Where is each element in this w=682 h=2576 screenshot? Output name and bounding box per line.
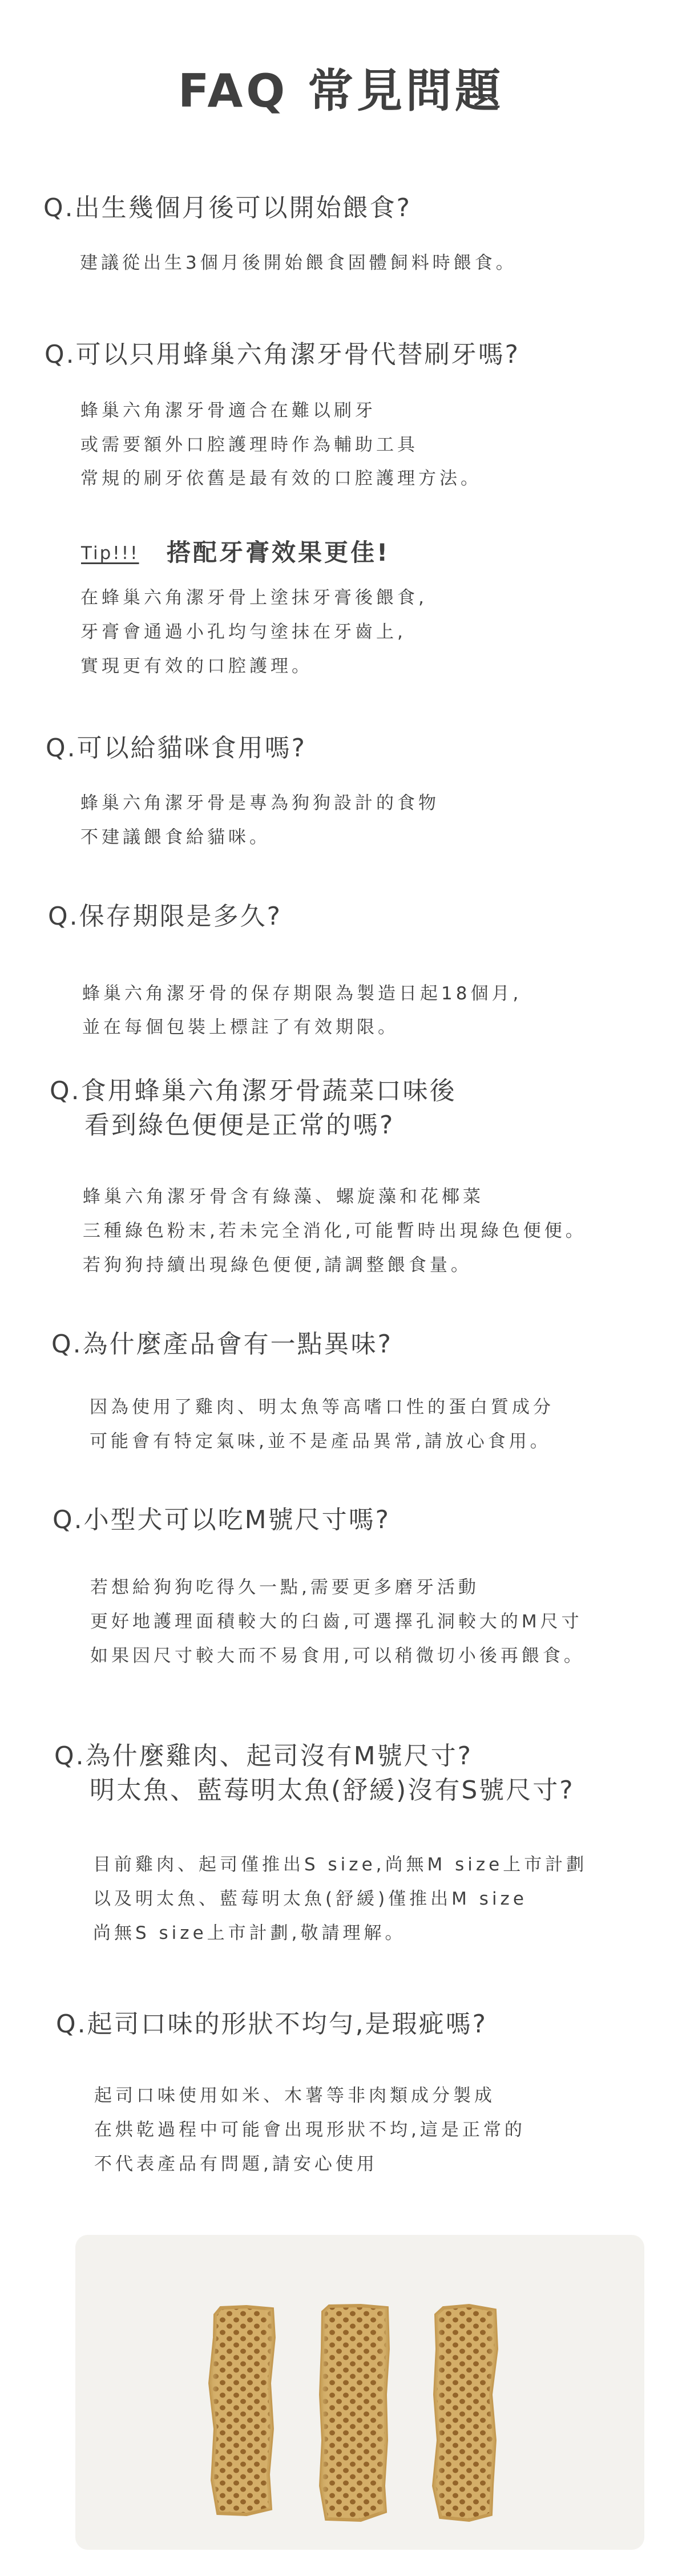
product-image-panel — [75, 2235, 644, 2550]
faq-answer-line: 蜂巢六角潔牙骨適合在難以刷牙 — [80, 400, 376, 421]
page-title: FAQ 常見問題 — [177, 64, 505, 118]
faq-answer-line: 不建議餵食給貓咪。 — [80, 827, 271, 848]
faq-answer-line: 因為使用了雞肉、明太魚等高嗜口性的蛋白質成分 — [90, 1397, 554, 1417]
faq-answer-line: 蜂巢六角潔牙骨含有綠藻、螺旋藻和花椰菜 — [83, 1186, 484, 1207]
faq-answer-line: 如果因尺寸較大而不易食用,可以稍微切小後再餵食。 — [90, 1646, 585, 1666]
faq-answer-line: 建議從出生3個月後開始餵食固體飼料時餵食。 — [80, 253, 517, 273]
faq-answer-line: 更好地護理面積較大的臼齒,可選擇孔洞較大的M尺寸 — [90, 1611, 583, 1632]
tip-line: 在蜂巢六角潔牙骨上塗抹牙膏後餵食, — [80, 588, 427, 608]
faq-question-line2: 明太魚、藍莓明太魚(舒緩)沒有S號尺寸? — [90, 1776, 575, 1805]
tip-line: 實現更有效的口腔護理。 — [80, 656, 313, 677]
faq-question: Q.為什麼產品會有一點異味? — [51, 1330, 393, 1359]
faq-answer-line: 可能會有特定氣味,並不是產品異常,請放心食用。 — [90, 1431, 551, 1452]
dental-stick-2 — [321, 2306, 388, 2520]
faq-answer-line: 若狗狗持續出現綠色便便,請調整餵食量。 — [83, 1255, 472, 1275]
faq-answer-line: 蜂巢六角潔牙骨的保存期限為製造日起18個月, — [82, 983, 522, 1004]
faq-answer-line: 以及明太魚、藍莓明太魚(舒緩)僅推出M size — [93, 1889, 527, 1909]
faq-question: Q.為什麼雞肉、起司沒有M號尺寸? — [54, 1741, 473, 1771]
faq-answer-line: 不代表產品有問題,請安心使用 — [94, 2154, 378, 2174]
faq-answer-line: 若想給狗狗吃得久一點,需要更多磨牙活動 — [90, 1577, 479, 1598]
faq-question: Q.出生幾個月後可以開始餵食? — [43, 193, 411, 222]
faq-answer-line: 並在每個包裝上標註了有效期限。 — [82, 1017, 399, 1038]
faq-answer-line: 或需要額外口腔護理時作為輔助工具 — [80, 435, 418, 455]
faq-question: Q.起司口味的形狀不均勻,是瑕疵嗎? — [56, 2010, 487, 2039]
faq-question: Q.食用蜂巢六角潔牙骨蔬菜口味後 — [50, 1076, 457, 1105]
tip-label: Tip!!! — [81, 543, 139, 564]
faq-answer-line: 在烘乾過程中可能會出現形狀不均,這是正常的 — [94, 2120, 526, 2140]
faq-answer-line: 尚無S size上市計劃,敬請理解。 — [93, 1923, 406, 1943]
honeycomb-dental-sticks-image — [75, 2235, 644, 2550]
faq-answer-line: 常規的刷牙依舊是最有效的口腔護理方法。 — [80, 468, 482, 489]
dental-stick-1 — [210, 2307, 274, 2514]
tip-title: 搭配牙膏效果更佳! — [167, 538, 390, 566]
tip-line: 牙膏會通過小孔均勻塗抹在牙齒上, — [80, 622, 406, 642]
faq-answer-line: 三種綠色粉末,若未完全消化,可能暫時出現綠色便便。 — [83, 1221, 587, 1241]
faq-question-line2: 看到綠色便便是正常的嗎? — [84, 1111, 395, 1140]
faq-answer-line: 目前雞肉、起司僅推出S size,尚無M size上市計劃 — [93, 1854, 588, 1875]
faq-question: Q.保存期限是多久? — [48, 902, 282, 931]
faq-question: Q.可以只用蜂巢六角潔牙骨代替刷牙嗎? — [45, 340, 520, 369]
faq-answer-line: 蜂巢六角潔牙骨是專為狗狗設計的食物 — [80, 793, 439, 813]
faq-question: Q.可以給貓咪食用嗎? — [46, 734, 306, 763]
faq-answer-line: 起司口味使用如米、木薯等非肉類成分製成 — [94, 2085, 495, 2106]
dental-stick-3 — [434, 2306, 497, 2520]
faq-question: Q.小型犬可以吃M號尺寸嗎? — [53, 1505, 390, 1534]
